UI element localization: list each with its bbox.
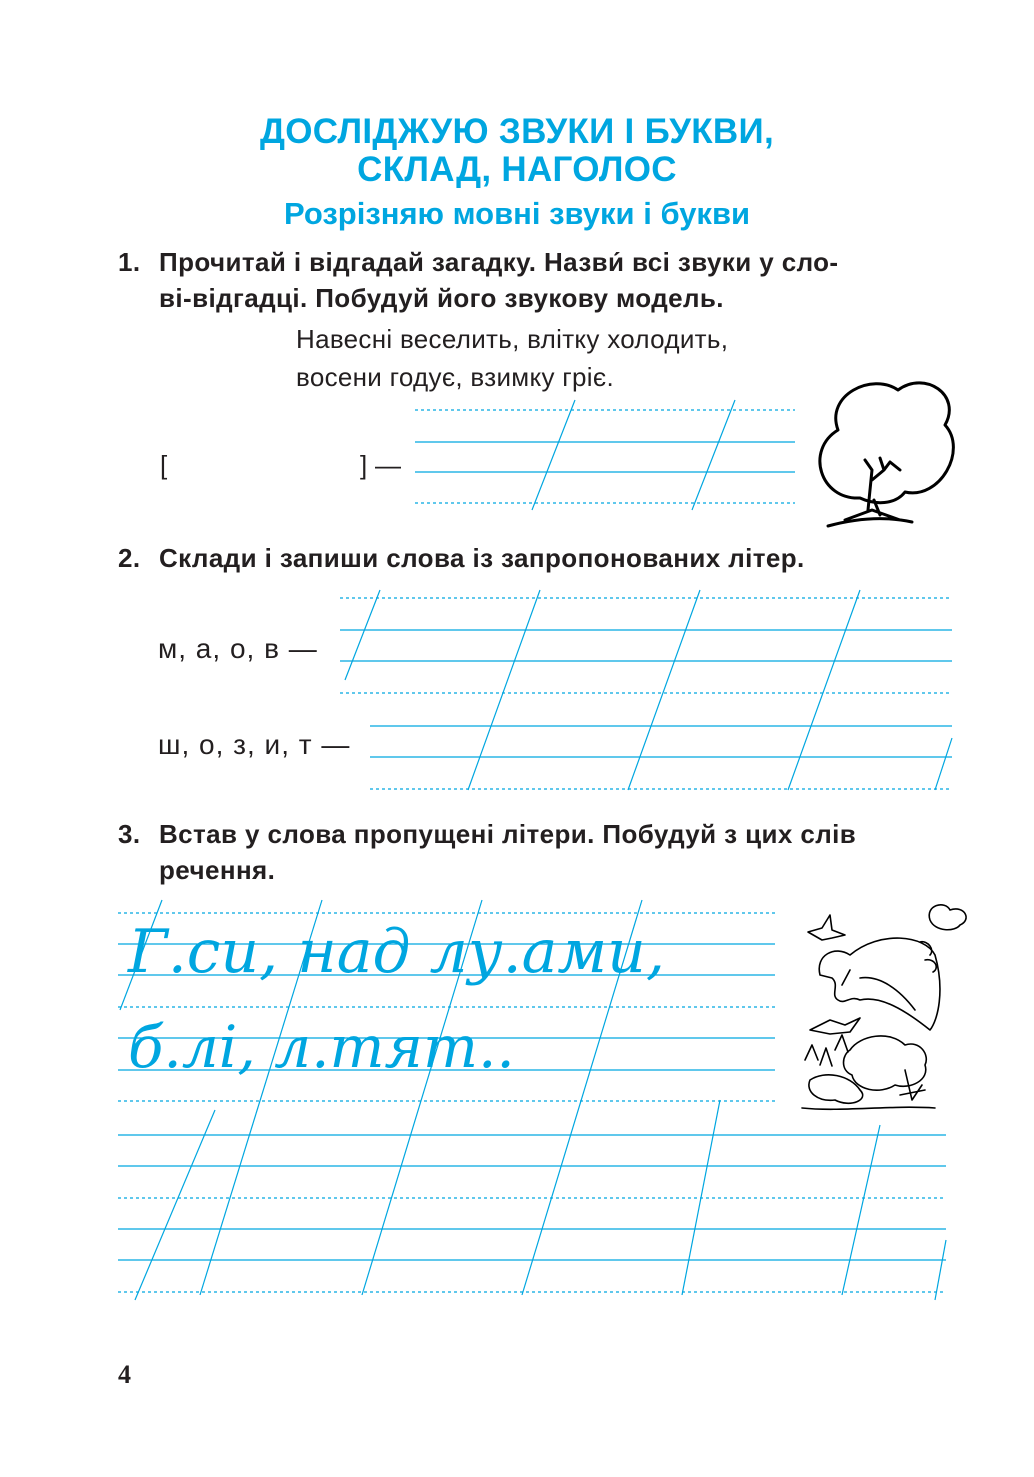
task-1-text-line-1: Прочитай і відгадай загадку. Назви́ всі звуки у сло- (159, 247, 839, 277)
task-3-number: 3. (118, 819, 141, 849)
task-3-text-line-1: Встав у слова пропущені літери. Побудуй з цих слів (159, 819, 857, 849)
task-1-text-line-2: ві-відгадці. Побудуй його звукову модель. (159, 283, 724, 313)
answer-bracket-open: [ (160, 450, 168, 480)
heading-line-1: ДОСЛІДЖУЮ ЗВУКИ І БУКВИ, (260, 112, 774, 151)
riddle-line-1: Навесні веселить, влітку холодить, (296, 324, 729, 354)
page-number: 4 (118, 1360, 131, 1389)
letters-row-1: м, а, о, в — (158, 633, 318, 664)
task-1-number: 1. (118, 247, 141, 277)
tree-image (820, 383, 953, 526)
task-2-writing-lines[interactable] (340, 590, 952, 790)
riddle-line-2: восени годує, взимку гріє. (296, 362, 614, 392)
task-2-text: Склади і запиши слова із запропонованих літер. (159, 543, 805, 573)
answer-bracket-close: ] — (360, 450, 402, 480)
task-2-number: 2. (118, 543, 141, 573)
task-3-text-line-2: речення. (159, 855, 276, 885)
heading-line-2: СКЛАД, НАГОЛОС (357, 150, 677, 189)
script-line-1: Г.си, над лу.ами, (128, 917, 665, 987)
script-line-2: б.лі, л.тят.. (128, 1013, 515, 1081)
letters-row-2: ш, о, з, и, т — (158, 729, 351, 760)
geese-image (802, 905, 966, 1109)
subtitle: Розрізняю мовні звуки і букви (283, 196, 751, 231)
task-1-writing-lines[interactable] (415, 400, 795, 510)
